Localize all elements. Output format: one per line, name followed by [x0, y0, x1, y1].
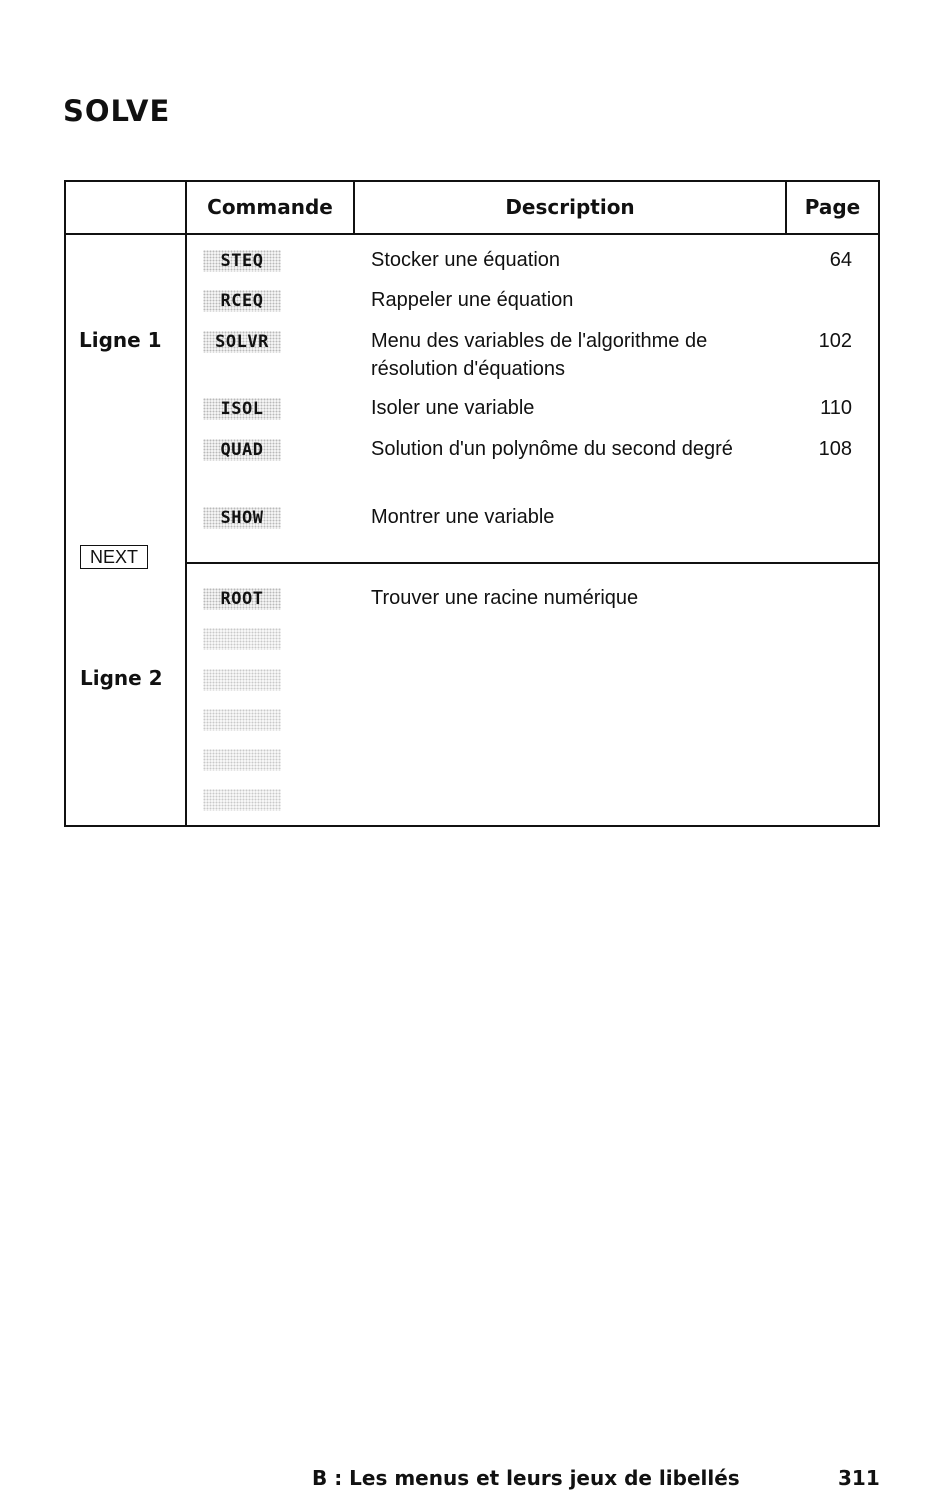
- row-description: Stocker une équation: [371, 249, 561, 271]
- softkey-rceq: RCEQ: [203, 290, 281, 312]
- blank-softkey: [203, 749, 281, 771]
- next-key: NEXT: [80, 545, 148, 569]
- page-number: 311: [838, 1466, 880, 1490]
- row-description: Menu des variables de l'algorithme de résolution d'équations: [371, 330, 708, 380]
- header-page: Page: [804, 195, 861, 219]
- line-separator: [187, 562, 880, 564]
- blank-softkey: [203, 669, 281, 691]
- row-page: 102: [818, 330, 852, 352]
- softkey-solvr: SOLVR: [203, 331, 281, 353]
- softkey-isol: ISOL: [203, 398, 281, 420]
- blank-softkey: [203, 628, 281, 650]
- row-label-line1: Ligne 1: [79, 328, 162, 352]
- blank-softkey: [203, 709, 281, 731]
- label-column-border: [185, 180, 187, 827]
- row-description: Trouver une racine numérique: [371, 587, 639, 609]
- row-page: 64: [829, 249, 852, 271]
- footer-chapter-title: B : Les menus et leurs jeux de libellés: [312, 1466, 740, 1490]
- header-description: Description: [505, 195, 635, 219]
- table-right-border: [878, 180, 880, 827]
- softkey-root: ROOT: [203, 588, 281, 610]
- blank-softkey: [203, 789, 281, 811]
- header-command: Commande: [207, 195, 333, 219]
- row-description: Rappeler une équation: [371, 289, 574, 311]
- page-title: SOLVE: [63, 94, 171, 128]
- row-description: Solution d'un polynôme du second degré: [371, 438, 733, 460]
- row-page: 108: [818, 438, 852, 460]
- softkey-show: SHOW: [203, 507, 281, 529]
- row-page: 110: [820, 397, 852, 419]
- softkey-steq: STEQ: [203, 250, 281, 272]
- row-label-line2: Ligne 2: [80, 666, 163, 690]
- table-left-border: [64, 180, 66, 827]
- row-description: Isoler une variable: [371, 397, 535, 419]
- row-description: Montrer une variable: [371, 506, 555, 528]
- softkey-quad: QUAD: [203, 439, 281, 461]
